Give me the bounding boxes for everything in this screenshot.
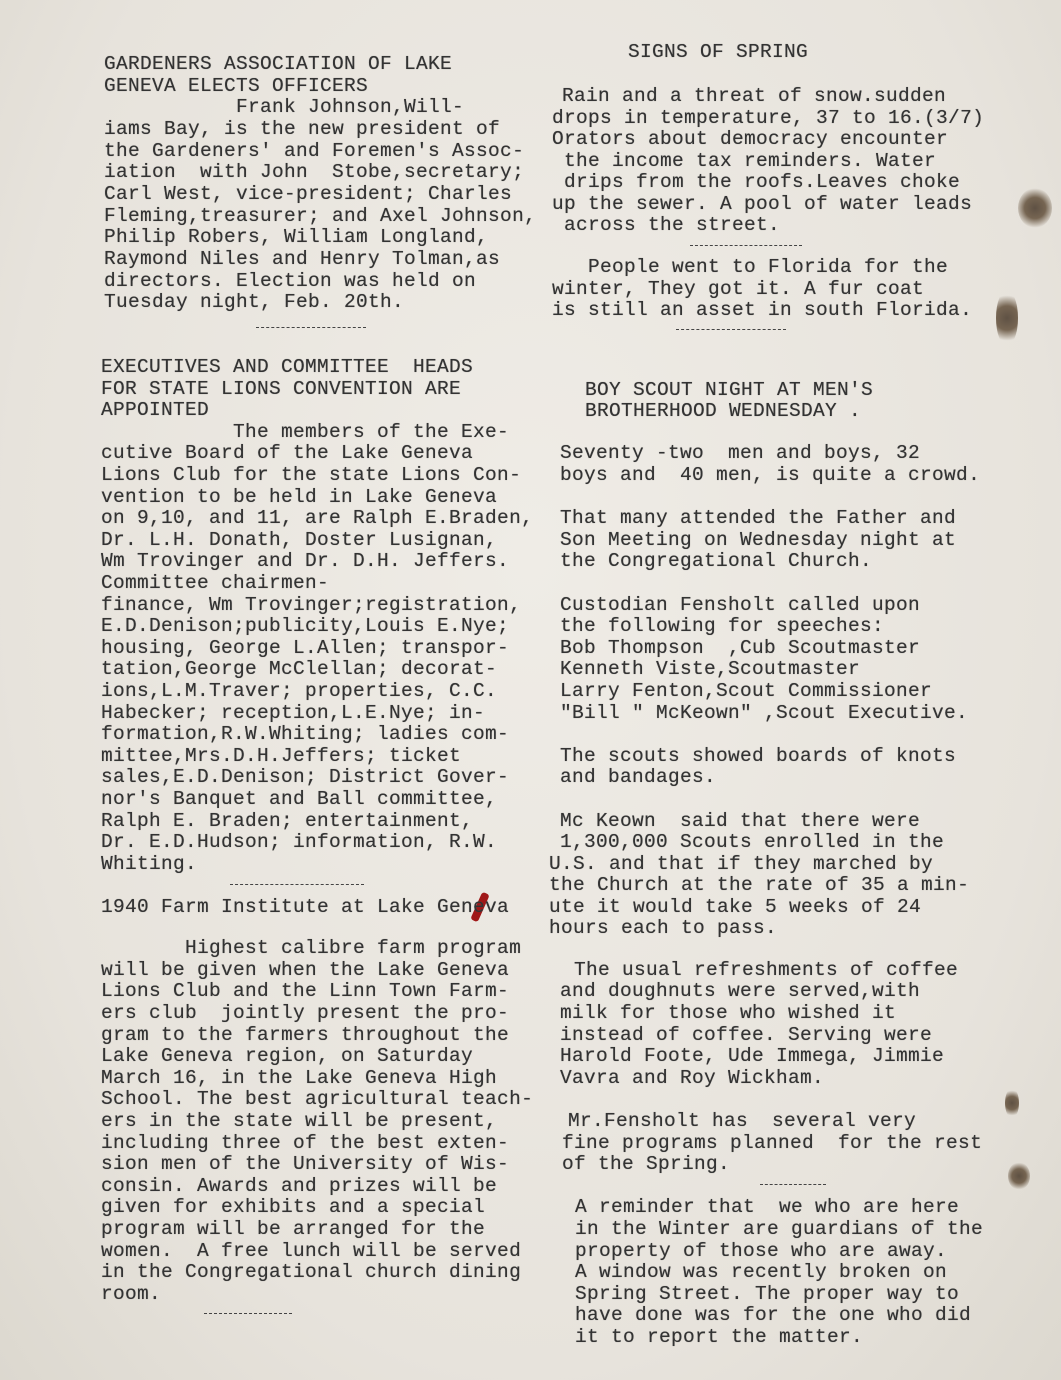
article-line: A window was recently broken on: [575, 1261, 948, 1283]
article-line: hours each to pass.: [549, 917, 778, 939]
article-line: Lions Club for the state Lions Con-: [101, 464, 522, 486]
article-line: drops in temperature, 37 to 16.(3/7): [552, 107, 985, 129]
article-line: That many attended the Father and: [560, 507, 957, 529]
article-line: sion men of the University of Wis-: [101, 1153, 510, 1175]
article-line: Seventy -two men and boys, 32: [560, 442, 921, 464]
article-line: Frank Johnson,Will-: [104, 96, 465, 118]
article-line: The scouts showed boards of knots: [560, 745, 957, 767]
ink-stain: [1008, 1162, 1030, 1190]
article-line: the Congregational Church.: [560, 550, 873, 572]
headline: APPOINTED: [101, 399, 210, 421]
section-divider: [256, 327, 366, 328]
article-line: will be given when the Lake Geneva: [101, 959, 510, 981]
article-line: mittee,Mrs.D.H.Jeffers; ticket: [101, 745, 462, 767]
article-line: Rain and a threat of snow.sudden: [562, 85, 947, 107]
article-line: of the Spring.: [562, 1153, 731, 1175]
article-line: women. A free lunch will be served: [101, 1240, 522, 1262]
section-divider: [676, 329, 786, 330]
article-line: consin. Awards and prizes will be: [101, 1175, 498, 1197]
article-line: in the Winter are guardians of the: [575, 1218, 984, 1240]
article-line: gram to the farmers throughout the: [101, 1024, 510, 1046]
article-line: in the Congregational church dining: [101, 1261, 522, 1283]
section-divider: [204, 1313, 292, 1314]
article-line: Custodian Fensholt called upon: [560, 594, 921, 616]
headline: 1940 Farm Institute at Lake Geneva: [101, 896, 510, 918]
article-line: People went to Florida for the: [588, 256, 949, 278]
article-line: Mc Keown said that there were: [560, 810, 921, 832]
article-line: Lake Geneva region, on Saturday: [101, 1045, 474, 1067]
article-line: E.D.Denison;publicity,Louis E.Nye;: [101, 615, 510, 637]
article-line: sales,E.D.Denison; District Gover-: [101, 766, 510, 788]
article-line: iams Bay, is the new president of: [104, 118, 501, 140]
article-line: 1,300,000 Scouts enrolled in the: [560, 831, 945, 853]
article-line: across the street.: [552, 214, 781, 236]
article-line: and doughnuts were served,with: [560, 980, 921, 1002]
article-line: and bandages.: [560, 766, 717, 788]
section-divider: [690, 245, 802, 246]
article-line: the Church at the rate of 35 a min-: [549, 874, 970, 896]
article-line: Wm Trovinger and Dr. D.H. Jeffers.: [101, 550, 510, 572]
article-line: Lions Club and the Linn Town Farm-: [101, 980, 510, 1002]
headline: BOY SCOUT NIGHT AT MEN'S: [585, 379, 874, 401]
article-line: Ralph E. Braden; entertainment,: [101, 810, 474, 832]
headline: GARDENERS ASSOCIATION OF LAKE: [104, 53, 453, 75]
article-line: formation,R.W.Whiting; ladies com-: [101, 723, 510, 745]
article-line: given for exhibits and a special: [101, 1196, 486, 1218]
article-line: the income tax reminders. Water: [552, 150, 937, 172]
article-line: Fleming,treasurer; and Axel Johnson,: [104, 205, 537, 227]
ink-stain: [1018, 188, 1052, 228]
headline: FOR STATE LIONS CONVENTION ARE: [101, 378, 462, 400]
section-divider: [760, 1184, 826, 1185]
article-line: The members of the Exe-: [101, 421, 510, 443]
article-line: boys and 40 men, is quite a crowd.: [560, 464, 981, 486]
article-line: Mr.Fensholt has several very: [568, 1110, 917, 1132]
ink-stain: [1005, 1088, 1019, 1118]
article-line: ute it would take 5 weeks of 24: [549, 896, 922, 918]
article-line: Dr. E.D.Hudson; information, R.W.: [101, 831, 498, 853]
article-line: instead of coffee. Serving were: [560, 1024, 933, 1046]
article-line: it to report the matter.: [575, 1326, 864, 1348]
article-line: is still an asset in south Florida.: [552, 299, 973, 321]
article-line: program will be arranged for the: [101, 1218, 486, 1240]
article-line: The usual refreshments of coffee: [574, 959, 959, 981]
headline: SIGNS OF SPRING: [628, 41, 809, 63]
article-line: Committee chairmen-: [101, 572, 330, 594]
article-line: A reminder that we who are here: [575, 1196, 960, 1218]
article-line: Vavra and Roy Wickham.: [560, 1067, 825, 1089]
section-divider: [230, 884, 364, 885]
article-line: School. The best agricultural teach-: [101, 1088, 534, 1110]
article-line: ers club jointly present the pro-: [101, 1002, 510, 1024]
article-line: Bob Thompson ,Cub Scoutmaster: [560, 637, 921, 659]
article-line: on 9,10, and 11, are Ralph E.Braden,: [101, 507, 534, 529]
article-line: U.S. and that if they marched by: [549, 853, 934, 875]
article-line: Tuesday night, Feb. 20th.: [104, 291, 405, 313]
article-line: the following for speeches:: [560, 615, 885, 637]
article-line: Orators about democracy encounter: [552, 128, 949, 150]
article-line: directors. Election was held on: [104, 270, 477, 292]
article-line: ers in the state will be present,: [101, 1110, 498, 1132]
article-line: "Bill " McKeown" ,Scout Executive.: [560, 702, 969, 724]
article-line: the Gardeners' and Foremen's Assoc-: [104, 140, 525, 162]
article-line: have done was for the one who did: [575, 1304, 972, 1326]
article-line: property of those who are away.: [575, 1240, 948, 1262]
article-line: room.: [101, 1283, 162, 1305]
article-line: Harold Foote, Ude Immega, Jimmie: [560, 1045, 945, 1067]
article-line: including three of the best exten-: [101, 1132, 510, 1154]
headline: GENEVA ELECTS OFFICERS: [104, 75, 369, 97]
headline: BROTHERHOOD WEDNESDAY .: [585, 400, 862, 422]
article-line: vention to be held in Lake Geneva: [101, 486, 498, 508]
article-line: nor's Banquet and Ball committee,: [101, 788, 498, 810]
article-line: milk for those who wished it: [560, 1002, 897, 1024]
article-line: fine programs planned for the rest: [562, 1132, 983, 1154]
headline: EXECUTIVES AND COMMITTEE HEADS: [101, 356, 474, 378]
article-line: housing, George L.Allen; transpor-: [101, 637, 510, 659]
article-line: finance, Wm Trovinger;registration,: [101, 594, 522, 616]
article-line: Kenneth Viste,Scoutmaster: [560, 658, 861, 680]
article-line: Dr. L.H. Donath, Doster Lusignan,: [101, 529, 498, 551]
article-line: Highest calibre farm program: [101, 937, 522, 959]
article-line: winter, They got it. A fur coat: [552, 278, 925, 300]
article-line: cutive Board of the Lake Geneva: [101, 442, 474, 464]
article-line: up the sewer. A pool of water leads: [552, 193, 973, 215]
article-line: March 16, in the Lake Geneva High: [101, 1067, 498, 1089]
article-line: tation,George McClellan; decorat-: [101, 658, 498, 680]
article-line: Habecker; reception,L.E.Nye; in-: [101, 702, 486, 724]
ink-stain: [996, 290, 1018, 346]
article-line: Larry Fenton,Scout Commissioner: [560, 680, 933, 702]
article-line: Raymond Niles and Henry Tolman,as: [104, 248, 501, 270]
article-line: drips from the roofs.Leaves choke: [552, 171, 961, 193]
article-line: Whiting.: [101, 853, 198, 875]
article-line: ions,L.M.Traver; properties, C.C.: [101, 680, 498, 702]
article-line: Carl West, vice-president; Charles: [104, 183, 513, 205]
article-line: Son Meeting on Wednesday night at: [560, 529, 957, 551]
article-line: Spring Street. The proper way to: [575, 1283, 960, 1305]
article-line: iation with John Stobe,secretary;: [104, 161, 525, 183]
article-line: Philip Robers, William Longland,: [104, 226, 489, 248]
